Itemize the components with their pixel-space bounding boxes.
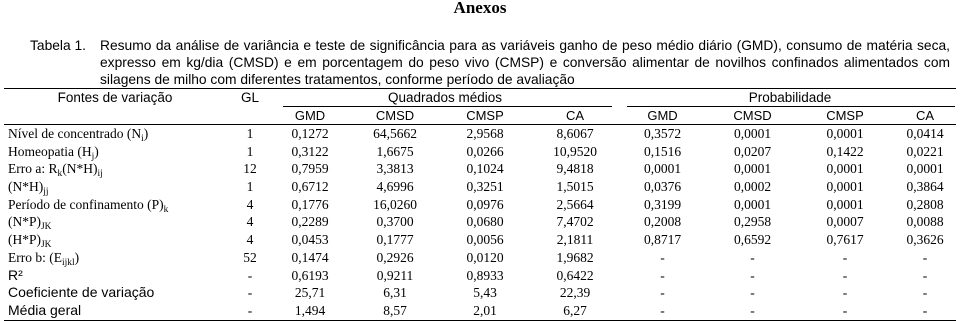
row-label (0, 231, 230, 249)
qm-gmd-cell: 0,1776 (291, 196, 329, 212)
row-label-text: R² (8, 266, 23, 283)
qm-gmd-cell: 0,3122 (291, 143, 329, 159)
prob-cmsd-cell: 0,0001 (733, 161, 772, 177)
qm-ca-cell: 9,4818 (556, 161, 594, 177)
qm-cmsd-cell: 8,57 (383, 302, 407, 318)
qm-gmd-cell: 0,0453 (291, 232, 329, 248)
row-label-subscript: k (57, 169, 63, 180)
gl-cell: - (247, 302, 253, 318)
qm-gmd-cell: 0,7959 (291, 161, 329, 177)
row-label (0, 249, 230, 267)
gl-cell: 4 (246, 232, 254, 248)
qm-cmsd-cell: 0,2926 (376, 249, 414, 265)
qm-gmd-cell: 1,494 (294, 302, 326, 318)
subheader-prob-cmsd: CMSD (733, 108, 772, 123)
prob-gmd-cell: - (660, 267, 665, 283)
qm-cmsp-cell: 0,8933 (466, 267, 504, 283)
page-title: Anexos (453, 0, 507, 17)
prob-ca-cell: 0,3626 (906, 232, 944, 248)
prob-gmd-cell: 0,0001 (643, 161, 682, 177)
subheader-qm-ca: CA (565, 108, 585, 123)
qm-cmsd-cell: 0,9211 (376, 267, 414, 283)
row-label-subscript: ijkl (61, 257, 75, 268)
prob-cmsp-cell: - (842, 267, 848, 283)
caption-line: expresso em kg/dia (CMSD) e em porcentagem do peso vivo (CMSP) e conversão alimentar de novilhos confinados alimentados com (100, 55, 950, 70)
qm-gmd-cell: 0,6712 (291, 179, 329, 195)
prob-gmd-cell: - (660, 302, 665, 318)
subheader-prob-ca: CA (915, 108, 935, 123)
row-label-text: Período de confinamento (P) (8, 196, 164, 212)
qm-cmsp-cell: 0,0120 (466, 249, 504, 265)
gl-cell: 4 (246, 214, 254, 230)
prob-cmsd-cell: - (750, 267, 755, 283)
prob-ca-cell: 0,3864 (906, 179, 944, 195)
row-label-text: (N*H) (62, 161, 98, 177)
qm-cmsp-cell: 2,01 (473, 302, 497, 318)
qm-cmsd-cell: 0,3700 (376, 214, 414, 230)
table-row (0, 178, 960, 196)
prob-ca-cell: 0,0221 (906, 143, 944, 159)
qm-cmsd-cell: 3,3813 (376, 161, 414, 177)
prob-gmd-cell: 0,3572 (643, 126, 682, 141)
prob-gmd-cell: 0,0376 (643, 179, 682, 195)
table-row (0, 284, 960, 302)
row-label-text: Erro a: R (8, 161, 58, 177)
subheader-spacer (230, 107, 270, 124)
prob-cmsp-cell: 0,0001 (826, 161, 864, 177)
table-row (0, 196, 960, 214)
row-label-text: Média geral (8, 301, 82, 318)
row-label-text: (H*P) (8, 232, 41, 248)
row-label-text: Erro b: (E (8, 249, 62, 265)
qm-cmsp-cell: 0,1024 (466, 161, 504, 177)
prob-cmsp-cell: 0,0001 (826, 179, 864, 195)
table-row (0, 267, 960, 285)
prob-cmsp-cell: 0,0001 (826, 196, 864, 212)
prob-ca-cell: - (922, 302, 928, 318)
qm-ca-cell: 7,4702 (556, 214, 594, 230)
subheader-qm-cmsd: CMSD (375, 108, 415, 123)
prob-ca-cell: 0,2808 (906, 196, 944, 212)
row-label-subscript: JK (41, 239, 52, 250)
row-label (0, 302, 230, 320)
sources-of-variation-header: Fontes de variação (57, 90, 173, 105)
prob-cmsd-cell: 0,0002 (733, 179, 772, 195)
qm-ca-cell: 8,6067 (556, 126, 594, 141)
row-label-text: ) (74, 249, 80, 265)
table-header-row (0, 89, 960, 106)
gl-cell: 1 (246, 126, 254, 141)
row-label (0, 213, 230, 231)
qm-ca-cell: 1,9682 (556, 249, 594, 265)
qm-cmsp-cell: 0,0056 (466, 232, 504, 248)
qm-cmsd-cell: 1,6675 (376, 143, 414, 159)
qm-gmd-cell: 0,6193 (291, 267, 329, 283)
gl-header: GL (240, 90, 259, 105)
prob-ca-cell: - (922, 285, 928, 301)
row-label-text: Homeopatia (H (8, 143, 92, 159)
gl-cell: 1 (246, 179, 254, 195)
prob-ca-cell: 0,0088 (906, 214, 944, 230)
row-label-subscript: j (91, 151, 95, 162)
row-label (0, 125, 230, 143)
qm-cmsd-cell: 16,0260 (373, 196, 417, 212)
prob-cmsp-cell: 0,0007 (826, 214, 864, 230)
subheader-prob-cmsp: CMSP (826, 108, 864, 123)
mean-squares-group-header: Quadrados médios (387, 90, 503, 105)
probability-group-header: Probabilidade (748, 90, 832, 105)
row-label-text: Coeficiente de variação (8, 284, 155, 301)
prob-cmsp-cell: 0,1422 (826, 143, 864, 159)
qm-ca-cell: 2,5664 (556, 196, 594, 212)
prob-ca-cell: - (922, 267, 928, 283)
qm-ca-cell: 0,6422 (556, 267, 594, 283)
table-row (0, 249, 960, 267)
qm-cmsp-cell: 2,9568 (466, 126, 504, 141)
subheader-qm-cmsp: CMSP (466, 108, 504, 123)
prob-gmd-cell: 0,3199 (643, 196, 682, 212)
subheader-qm-gmd: GMD (294, 108, 326, 123)
prob-ca-cell: 0,0001 (906, 161, 944, 177)
row-label-text: Nível de concentrado (N (8, 126, 142, 141)
qm-cmsp-cell: 0,3251 (466, 179, 504, 195)
qm-ca-cell: 6,27 (563, 302, 587, 318)
row-label (0, 196, 230, 214)
row-label-text: ) (94, 143, 99, 159)
qm-ca-cell: 10,9520 (553, 143, 597, 159)
caption-label: Tabela 1. (30, 38, 86, 53)
row-label-subscript: ij (97, 169, 103, 180)
row-label (0, 267, 230, 285)
gl-cell: 52 (243, 249, 257, 265)
row-label (0, 178, 230, 196)
row-label-text: (N*H) (8, 179, 44, 195)
gl-cell: - (247, 285, 253, 301)
gl-cell: 12 (243, 161, 257, 177)
prob-ca-cell: - (922, 249, 928, 265)
gl-cell: 4 (246, 196, 254, 212)
table-row (0, 125, 960, 143)
prob-cmsd-cell: - (750, 285, 755, 301)
qm-gmd-cell: 0,2289 (291, 214, 329, 230)
qm-gmd-cell: 0,1272 (291, 126, 329, 141)
qm-ca-cell: 22,39 (559, 285, 591, 301)
row-label (0, 143, 230, 161)
qm-cmsd-cell: 4,6996 (376, 179, 414, 195)
table-row (0, 231, 960, 249)
qm-cmsp-cell: 0,0680 (466, 214, 504, 230)
prob-gmd-cell: - (660, 285, 665, 301)
prob-gmd-cell: 0,2008 (643, 214, 682, 230)
prob-cmsd-cell: 0,6592 (733, 232, 772, 248)
prob-gmd-cell: 0,1516 (643, 143, 682, 159)
subheader-spacer (0, 107, 230, 124)
subheader-prob-gmd: GMD (647, 108, 678, 123)
qm-cmsp-cell: 0,0266 (466, 143, 504, 159)
prob-cmsp-cell: - (842, 285, 848, 301)
prob-cmsp-cell: 0,0001 (826, 126, 864, 141)
caption-line: silagens de milho com diferentes tratamentos, conforme período de avaliação (100, 72, 575, 87)
caption-line: Resumo da análise de variância e teste de significância para as variáveis ganho de peso médio diário (GMD), consumo de matéria seca, (100, 38, 950, 53)
prob-cmsd-cell: 0,2958 (733, 214, 772, 230)
qm-cmsd-cell: 6,31 (383, 285, 407, 301)
prob-gmd-cell: 0,8717 (643, 232, 682, 248)
table-row (0, 302, 960, 320)
qm-cmsd-cell: 0,1777 (376, 232, 414, 248)
prob-cmsp-cell: - (842, 249, 848, 265)
table-row (0, 143, 960, 161)
prob-cmsp-cell: - (842, 302, 848, 318)
prob-cmsd-cell: - (750, 249, 755, 265)
gl-cell: - (247, 267, 253, 283)
table-body (0, 125, 960, 320)
table-subheader-row (0, 107, 960, 124)
qm-gmd-cell: 0,1474 (291, 249, 329, 265)
prob-cmsd-cell: - (750, 302, 755, 318)
gl-cell: 1 (246, 143, 254, 159)
row-label-subscript: jj (43, 186, 49, 197)
row-label (0, 160, 230, 178)
qm-cmsp-cell: 0,0976 (466, 196, 504, 212)
qm-ca-cell: 1,5015 (556, 179, 594, 195)
qm-gmd-cell: 25,71 (294, 285, 326, 301)
prob-cmsd-cell: 0,0001 (733, 196, 772, 212)
prob-ca-cell: 0,0414 (906, 126, 944, 141)
qm-cmsp-cell: 5,43 (473, 285, 497, 301)
qm-ca-cell: 2,1811 (556, 232, 594, 248)
row-label (0, 284, 230, 302)
prob-cmsp-cell: 0,7617 (826, 232, 864, 248)
row-label-text: (N*P) (8, 214, 41, 230)
prob-gmd-cell: - (660, 249, 665, 265)
table-row (0, 213, 960, 231)
row-label-subscript: JK (41, 222, 52, 233)
qm-cmsd-cell: 64,5662 (373, 126, 417, 141)
row-label-text: ) (143, 126, 149, 141)
prob-cmsd-cell: 0,0207 (733, 143, 772, 159)
row-label-subscript: i (141, 133, 144, 144)
row-label-subscript: k (163, 204, 169, 215)
table-row (0, 160, 960, 178)
prob-cmsd-cell: 0,0001 (733, 126, 772, 141)
